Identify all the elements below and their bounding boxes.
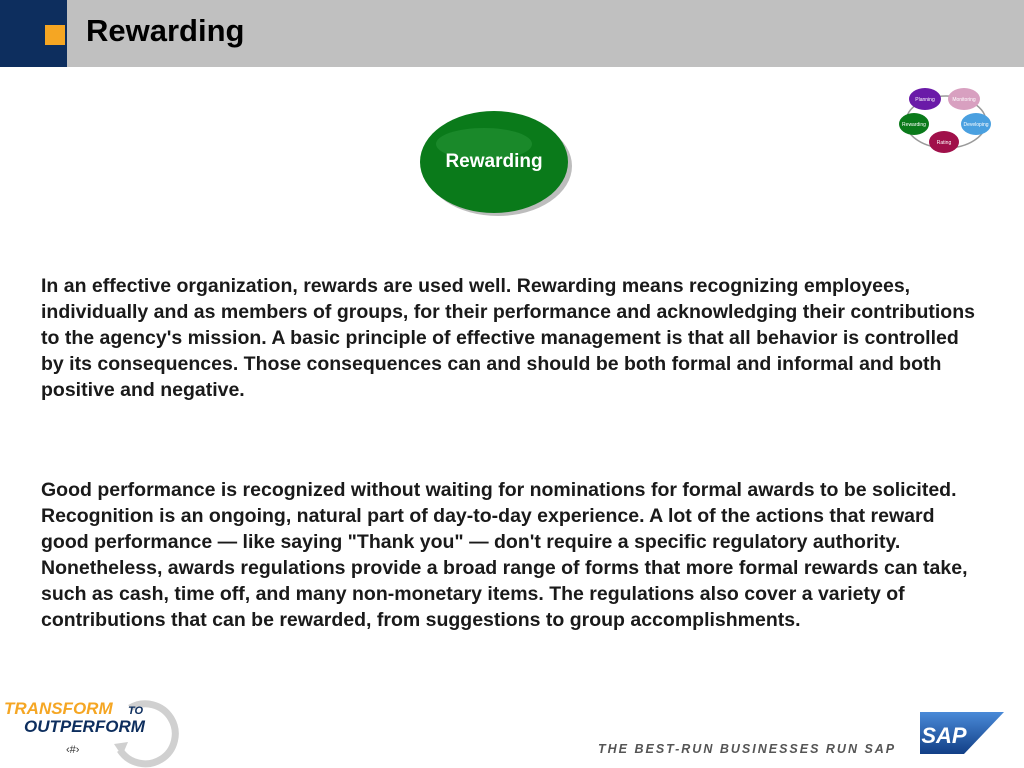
page-number: ‹#›: [66, 744, 80, 756]
body-paragraph-2: Good performance is recognized without waiting for nominations for formal awards to be solicited. Recognition is an ongoing, natural part of day-to-day experience. A lot of the actions that reward good performance — like saying "Thank you" — don't require a specific regulatory authority. Nonetheless, awards regulations provide a broad range of forms that more formal rewards can take, such as cash, time off, and many non-monetary items. The regulations also cover a variety of contributions that can be rewarded, from suggestions to group accomplishments.: [41, 479, 968, 631]
brand-to: TO: [128, 705, 144, 717]
sap-logo-text: SAP: [921, 723, 967, 748]
footer-tagline: THE BEST-RUN BUSINESSES RUN SAP: [598, 742, 897, 756]
center-logo-label: Rewarding: [445, 151, 543, 172]
cycle-label-monitoring: Monitoring: [952, 97, 976, 103]
header-orange-square: [45, 25, 65, 45]
cycle-label-rating: Rating: [936, 140, 952, 146]
body-paragraph-1: In an effective organization, rewards are used well. Rewarding means recognizing employees, individually and as members of groups, for their performance and acknowledging their contributions to the agency's mission. A basic principle of effective management is that all behavior is controlled by its consequences. Those consequences can and should be both formal and informal and both positive and negative.: [41, 275, 975, 401]
cycle-label-planning: Planning: [915, 97, 935, 103]
cycle-label-rewarding: Rewarding: [902, 122, 926, 128]
rewarding-oval-logo: [414, 106, 574, 218]
performance-cycle-graphic: [896, 84, 996, 160]
cycle-label-developing: Developing: [963, 122, 989, 128]
brand-line1: TRANSFORM: [4, 699, 113, 718]
sap-logo: [918, 710, 1006, 758]
transform-outperform-logo: [2, 690, 192, 768]
slide-title: Rewarding: [86, 13, 245, 48]
brand-line2: OUTPERFORM: [24, 717, 145, 736]
